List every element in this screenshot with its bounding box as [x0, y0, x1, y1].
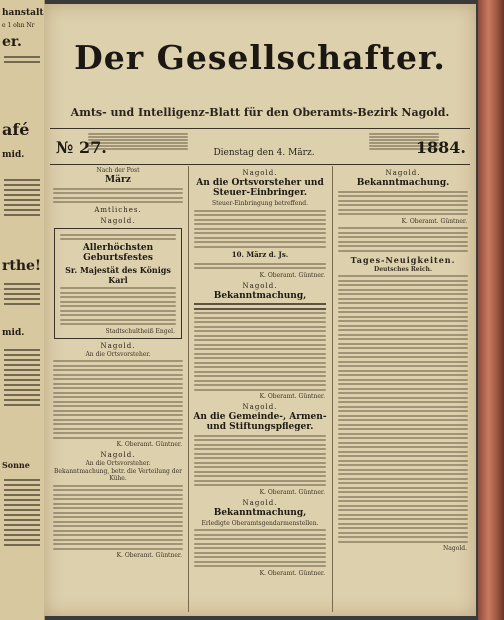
- signature: K. Oberamt. Güntner.: [116, 552, 182, 559]
- notice-month: März: [105, 175, 131, 185]
- signature: K. Oberamt. Güntner.: [116, 441, 182, 448]
- birthday-signature: Stadtschultheiß Engel.: [105, 327, 175, 335]
- strip-lines: [0, 176, 44, 219]
- column-1: [50, 166, 186, 612]
- date-rule: [50, 164, 470, 165]
- strip-text: e 1 ohn Nr: [2, 22, 35, 29]
- article-title: Bekanntmachung,: [213, 290, 307, 301]
- adjacent-page-strip: [0, 0, 45, 620]
- strip-text: rthe!: [2, 258, 42, 274]
- issue-year: 1884.: [415, 138, 466, 157]
- section-subheading: Deutsches Reich.: [373, 265, 433, 273]
- signature: K. Oberamt. Güntner.: [259, 569, 325, 577]
- signature: K. Oberamt. Güntner.: [259, 488, 325, 496]
- issue-number: № 27.: [56, 138, 107, 157]
- article-subtitle: Erledigte Oberamtsgendarmenstellen.: [201, 519, 319, 527]
- deadline-date: 10. März d. Js.: [231, 250, 289, 259]
- dateline-place: Nagold.: [100, 451, 136, 459]
- article-title: An die Ortsvorsteher und Steuer-Einbringer.: [196, 178, 324, 198]
- signature: K. Oberamt. Güntner.: [259, 393, 325, 400]
- dateline-place: Nagold.: [385, 169, 421, 177]
- strip-text: afé: [2, 120, 30, 139]
- column-2: [191, 166, 329, 612]
- column-divider: [332, 166, 333, 612]
- section-heading: An die Ortsvorsteher.: [85, 350, 151, 358]
- dateline-place: Nagold.: [242, 169, 278, 177]
- dateline-place: Nagold.: [100, 341, 136, 350]
- column-divider: [188, 166, 189, 612]
- signature: K. Oberamt. Güntner.: [401, 217, 467, 225]
- book-binding: [478, 0, 504, 620]
- birthday-title: Sr. Majestät des Königs Karl: [65, 264, 171, 285]
- section-subheading: Bekanntmachung, betr. die Verteilung der Kühe.: [54, 468, 182, 482]
- section-heading: An die Ortsvorsteher.: [85, 460, 151, 467]
- strip-lines: [0, 346, 44, 409]
- strip-text: er.: [2, 34, 22, 50]
- issue-date: Dienstag den 4. März.: [213, 148, 315, 158]
- notice-head: Nach der Post: [96, 167, 140, 174]
- dateline-place: Nagold.: [242, 498, 278, 507]
- strip-text: hanstalt: [2, 8, 44, 18]
- dateline-place: Nagold.: [100, 217, 136, 225]
- birthday-intro: Allerhöchsten Geburtsfestes: [82, 242, 154, 263]
- masthead-subtitle: Amts- und Intelligenz-Blatt für den Oberamts-Bezirk Nagold.: [70, 106, 450, 119]
- header-rule: [50, 128, 470, 129]
- article-title: Bekanntmachung.: [356, 178, 450, 188]
- newspaper-page: [44, 4, 476, 616]
- article-title: Bekanntmachung,: [213, 507, 307, 518]
- article-subtitle: Steuer-Einbringung betreffend.: [211, 200, 308, 207]
- signature: Nagold.: [443, 545, 467, 552]
- dateline-place: Nagold.: [242, 281, 278, 290]
- strip-text: mid.: [2, 328, 25, 338]
- strip-lines: [0, 476, 44, 549]
- signature: K. Oberamt. Güntner.: [259, 271, 325, 279]
- section-heading: Tages-Neuigkeiten.: [350, 254, 456, 265]
- strip-text: Sonne: [2, 460, 30, 470]
- section-amtliches: Amtliches.: [94, 206, 142, 214]
- strip-text: mid.: [2, 150, 25, 160]
- masthead-title: Der Gesellschafter.: [74, 38, 446, 77]
- dateline-place: Nagold.: [242, 403, 278, 411]
- birthday-announcement-box: [54, 228, 182, 339]
- strip-lines: [0, 280, 44, 308]
- article-title: An die Gemeinde-, Armen- und Stiftungspfleger.: [193, 412, 327, 432]
- column-3: [335, 166, 471, 612]
